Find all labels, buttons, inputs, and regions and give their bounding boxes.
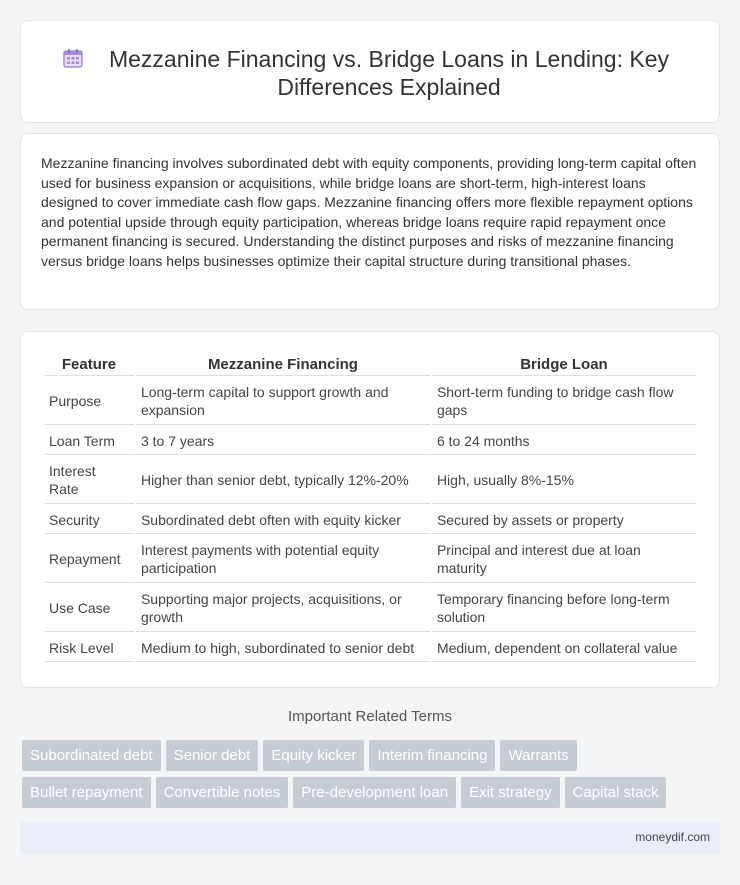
footer-site-link[interactable]: moneydif.com bbox=[635, 830, 710, 844]
table-cell: Purpose bbox=[44, 378, 134, 425]
footer bbox=[20, 822, 720, 854]
table-cell: Use Case bbox=[44, 585, 134, 632]
table-row bbox=[44, 457, 696, 504]
table-cell: Loan Term bbox=[44, 427, 134, 455]
table-cell: Interest payments with potential equity participation bbox=[136, 536, 430, 583]
title-card bbox=[20, 20, 720, 123]
table-cell: Subordinated debt often with equity kicker bbox=[136, 506, 430, 534]
table-row bbox=[44, 536, 696, 583]
related-terms-tags bbox=[22, 740, 722, 814]
tag-warrants[interactable]: Warrants bbox=[500, 740, 576, 771]
table-row bbox=[44, 585, 696, 632]
table-cell: 6 to 24 months bbox=[432, 427, 696, 455]
tag-exit-strategy[interactable]: Exit strategy bbox=[461, 777, 560, 808]
comparison-table bbox=[42, 352, 698, 664]
tag-equity-kicker[interactable]: Equity kicker bbox=[263, 740, 364, 771]
tag-subordinated-debt[interactable]: Subordinated debt bbox=[22, 740, 161, 771]
tag-capital-stack[interactable]: Capital stack bbox=[565, 777, 667, 808]
tag-interim-financing[interactable]: Interim financing bbox=[369, 740, 495, 771]
tag-bullet-repayment[interactable]: Bullet repayment bbox=[22, 777, 151, 808]
tag-row-1 bbox=[22, 740, 722, 771]
tag-senior-debt[interactable]: Senior debt bbox=[166, 740, 259, 771]
table-cell: Temporary financing before long-term solution bbox=[432, 585, 696, 632]
table-row bbox=[44, 427, 696, 455]
table-cell: Repayment bbox=[44, 536, 134, 583]
table-cell: Risk Level bbox=[44, 634, 134, 662]
header-mezzanine: Mezzanine Financing bbox=[136, 354, 430, 376]
intro-paragraph: Mezzanine financing involves subordinated debt with equity components, providing long-term capital often used for business expansion or acquisitions, while bridge loans are short-term, high-interest loans designed to cover immediate cash flow gaps. Mezzanine financing offers more flexible repayment options and potential upside through equity participation, whereas bridge loans require rapid repayment once permanent financing is secured. Understanding the distinct purposes and risks of mezzanine financing versus bridge loans helps businesses optimize their capital structure during transitional phases. bbox=[41, 155, 697, 269]
table-row bbox=[44, 378, 696, 425]
intro-card bbox=[20, 133, 720, 310]
table-cell: Higher than senior debt, typically 12%-20% bbox=[136, 457, 430, 504]
related-terms-title: Important Related Terms bbox=[288, 708, 452, 725]
table-cell: Medium to high, subordinated to senior debt bbox=[136, 634, 430, 662]
table-cell: Secured by assets or property bbox=[432, 506, 696, 534]
header-feature: Feature bbox=[44, 354, 134, 376]
page-title: Mezzanine Financing vs. Bridge Loans in Lending: Key Differences Explained bbox=[108, 46, 669, 100]
table-cell: Supporting major projects, acquisitions, or growth bbox=[136, 585, 430, 632]
table-cell: Security bbox=[44, 506, 134, 534]
comparison-table-card bbox=[20, 331, 720, 688]
tag-row-2 bbox=[22, 777, 722, 808]
tag-convertible-notes[interactable]: Convertible notes bbox=[156, 777, 289, 808]
table-cell: Long-term capital to support growth and expansion bbox=[136, 378, 430, 425]
table-cell: High, usually 8%-15% bbox=[432, 457, 696, 504]
table-cell: Medium, dependent on collateral value bbox=[432, 634, 696, 662]
table-cell: Interest Rate bbox=[44, 457, 134, 504]
table-cell: Principal and interest due at loan maturity bbox=[432, 536, 696, 583]
tag-pre-development-loan[interactable]: Pre-development loan bbox=[293, 777, 456, 808]
table-cell: 3 to 7 years bbox=[136, 427, 430, 455]
header-bridge: Bridge Loan bbox=[432, 354, 696, 376]
table-row bbox=[44, 634, 696, 662]
table-cell: Short-term funding to bridge cash flow gaps bbox=[432, 378, 696, 425]
table-row bbox=[44, 506, 696, 534]
table-header-row bbox=[44, 354, 696, 376]
